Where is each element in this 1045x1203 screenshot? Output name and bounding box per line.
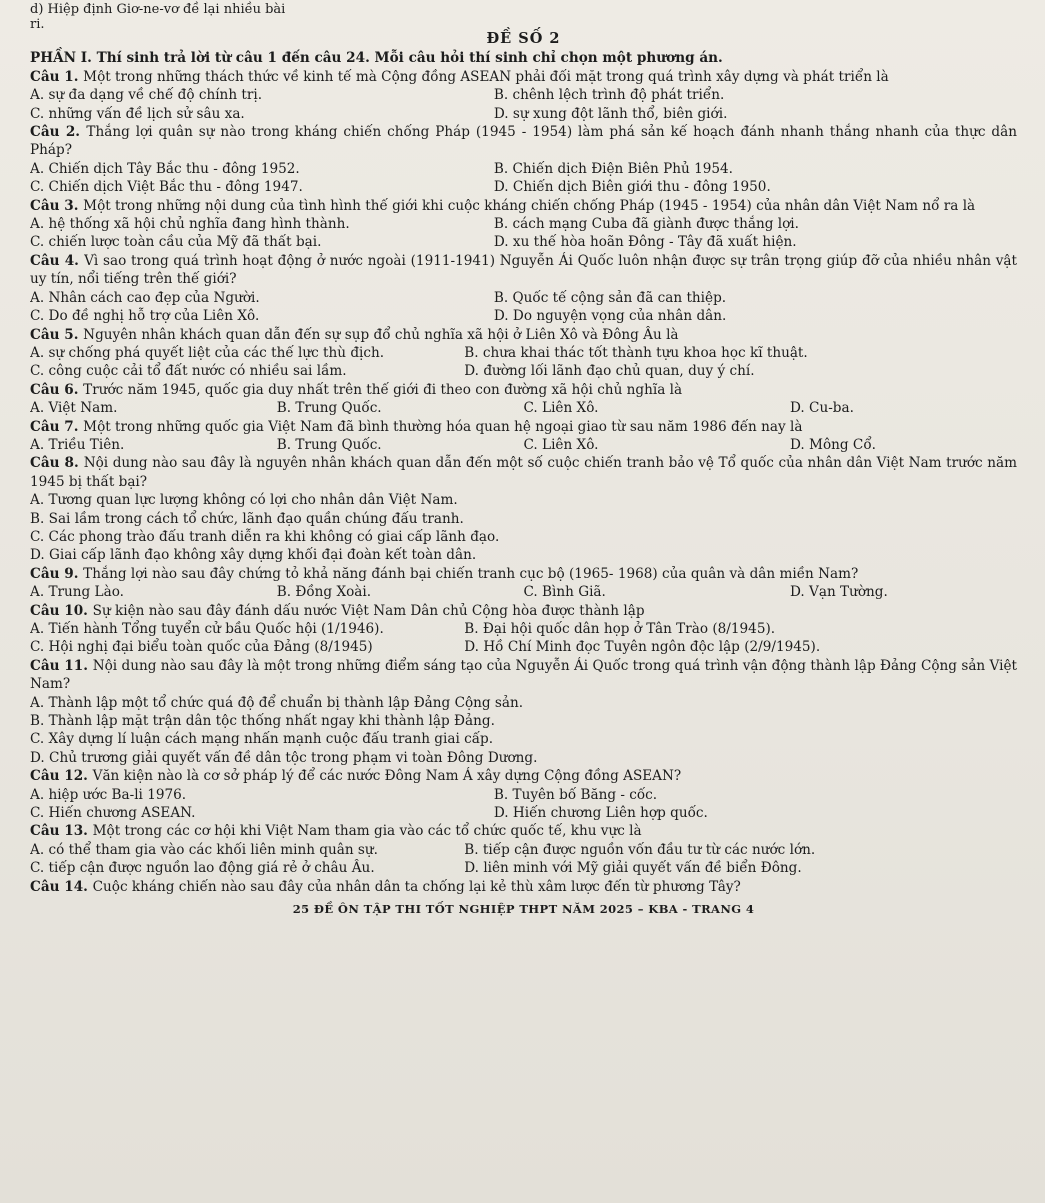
answer-option: A. hệ thống xã hội chủ nghĩa đang hình thành. [30,216,350,233]
question-stem [30,197,1017,215]
answer-option: A. sự đa dạng về chế độ chính trị. [30,87,263,104]
answer-options [30,694,1017,768]
answer-option: D. Do nguyện vọng của nhân dân. [493,308,727,325]
answer-option: D. liên minh với Mỹ giải quyết vấn đề biển Đông. [464,860,802,877]
question-block [30,767,1017,822]
answer-option: D. Chủ trương giải quyết vấn đề dân tộc trong phạm vi toàn Đông Dương. [30,749,538,766]
answer-option: D. Vạn Tường. [789,584,888,601]
question-number: Câu 8. [30,455,84,472]
answer-option: B. Đồng Xoài. [276,584,372,601]
part-instructions [30,49,1017,67]
answer-option: D. sự xung đột lãnh thổ, biên giới. [493,105,728,122]
answer-option: C. công cuộc cải tổ đất nước có nhiều sai lầm. [30,363,347,380]
part-intro-text: PHẦN I. Thí sinh trả lời từ câu 1 đến câu 24. Mỗi câu hỏi thí sinh chỉ chọn một phương án. [30,50,723,67]
answer-option: C. Liên Xô. [523,436,599,453]
answer-option: B. chưa khai thác tốt thành tựu khoa học kĩ thuật. [464,344,808,361]
question-stem [30,381,1017,399]
answer-option: B. Trung Quốc. [276,436,382,453]
answer-option: D. Hiến chương Liên hợp quốc. [493,805,708,822]
question-number: Câu 13. [30,823,93,840]
question-list [30,68,1017,896]
question-stem [30,123,1017,160]
question-number: Câu 3. [30,197,84,214]
answer-option: D. xu thế hòa hoãn Đông - Tây đã xuất hiện. [493,234,797,251]
question-text: Cuộc kháng chiến nào sau đây của nhân dân ta chống lại kẻ thù xâm lược đến từ phương Tây? [92,878,741,895]
answer-option: C. Hiến chương ASEAN. [30,805,196,822]
question-number: Câu 5. [30,326,84,343]
answer-option: B. chênh lệch trình độ phát triển. [493,87,725,104]
answer-option: B. tiếp cận được nguồn vốn đầu tư từ các nước lớn. [464,841,816,858]
answer-options [30,841,1017,878]
question-number: Câu 9. [30,565,84,582]
question-text: Nội dung nào sau đây là nguyên nhân khách quan dẫn đến một số cuộc chiến tranh bảo vệ Tổ quốc của nhân dân Việt Nam trước năm 1945 bị thất bại? [30,455,1017,490]
answer-options [30,786,1017,823]
question-block [30,657,1017,767]
answer-option: C. Các phong trào đấu tranh diễn ra khi không có giai cấp lãnh đạo. [30,528,500,545]
question-stem [30,252,1017,289]
answer-option: C. Xây dựng lí luận cách mạng nhấn mạnh cuộc đấu tranh giai cấp. [30,731,494,748]
exam-title: ĐỀ SỐ 2 [486,30,561,47]
answer-option: A. Nhân cách cao đẹp của Người. [30,289,260,306]
question-stem [30,418,1017,436]
answer-option: B. Trung Quốc. [276,400,382,417]
question-stem [30,878,1017,896]
question-block [30,565,1017,602]
answer-option: B. cách mạng Cuba đã giành được thắng lợi. [493,216,799,233]
answer-option: C. những vấn đề lịch sử sâu xa. [30,105,245,122]
answer-options [30,620,1017,657]
answer-options [30,215,1017,252]
question-text: Một trong những thách thức về kinh tế mà Cộng đồng ASEAN phải đối mặt trong quá trình xây dựng và phát triển là [83,68,889,85]
question-number: Câu 2. [30,124,87,141]
question-block [30,68,1017,123]
question-text: Một trong những quốc gia Việt Nam đã bình thường hóa quan hệ ngoại giao từ sau năm 1986 đến nay là [83,418,803,435]
question-block [30,197,1017,252]
question-block [30,381,1017,418]
answer-option: D. Giai cấp lãnh đạo không xây dựng khối đại đoàn kết toàn dân. [30,547,477,564]
answer-option: A. Trung Lào. [30,584,124,601]
answer-option: A. hiệp ước Ba-li 1976. [30,786,187,803]
question-block [30,822,1017,877]
answer-option: D. Cu-ba. [789,400,854,417]
question-text: Nội dung nào sau đây là một trong những điểm sáng tạo của Nguyễn Ái Quốc trong quá trình vận động thành lập Đảng Cộng sản Việt Nam? [30,657,1017,693]
answer-option: D. Hồ Chí Minh đọc Tuyên ngôn độc lập (2/9/1945). [464,639,821,656]
question-text: Thắng lợi nào sau đây chứng tỏ khả năng đánh bại chiến tranh cục bộ (1965- 1968) của quân và dân miền Nam? [83,565,859,582]
answer-options [30,399,1017,417]
answer-option: A. sự chống phá quyết liệt của các thế lực thù địch. [30,344,385,361]
answer-option: B. Thành lập mặt trận dân tộc thống nhất ngay khi thành lập Đảng. [30,713,495,730]
answer-option: A. Triều Tiên. [30,436,125,453]
question-text: Một trong các cơ hội khi Việt Nam tham gia vào các tổ chức quốc tế, khu vực là [92,823,642,840]
answer-option: A. có thể tham gia vào các khối liên minh quân sự. [30,841,378,858]
answer-option: A. Việt Nam. [30,400,118,417]
question-stem [30,68,1017,86]
answer-option: A. Chiến dịch Tây Bắc thu - đông 1952. [30,160,300,177]
question-text: Sự kiện nào sau đây đánh dấu nước Việt Nam Dân chủ Cộng hòa được thành lập [92,602,645,619]
answer-options [30,344,1017,381]
answer-option: B. Tuyên bố Băng - cốc. [493,786,658,803]
question-block [30,454,1017,564]
question-text: Vì sao trong quá trình hoạt động ở nước ngoài (1911-1941) Nguyễn Ái Quốc luôn nhận được sự trân trọng giúp đỡ của nhiều nhân vật uy tín, nổi tiếng trên thế giới? [30,252,1017,288]
page-footer: 25 ĐỀ ÔN TẬP THI TỐT NGHIỆP THPT NĂM 2025 – KBA - TRANG 4 [292,902,755,917]
question-number: Câu 6. [30,381,84,398]
answer-options [30,86,1017,123]
answer-option: C. chiến lược toàn cầu của Mỹ đã thất bại. [30,234,322,251]
question-text: Thắng lợi quân sự nào trong kháng chiến chống Pháp (1945 - 1954) làm phá sản kế hoạch đánh nhanh thắng nhanh của thực dân Pháp? [30,124,1017,159]
answer-options [30,160,1017,197]
answer-option: C. Hội nghị đại biểu toàn quốc của Đảng (8/1945) [30,639,373,656]
question-number: Câu 14. [30,878,93,895]
question-number: Câu 12. [30,768,93,785]
answer-option: C. Bình Giã. [523,584,606,601]
question-text: Trước năm 1945, quốc gia duy nhất trên thế giới đi theo con đường xã hội chủ nghĩa là [83,381,683,398]
question-block [30,418,1017,455]
answer-option: B. Chiến dịch Điện Biên Phủ 1954. [493,160,733,177]
question-stem [30,326,1017,344]
answer-options [30,436,1017,454]
answer-option: D. đường lối lãnh đạo chủ quan, duy ý chí. [464,363,755,380]
question-block [30,326,1017,381]
question-text: Văn kiện nào là cơ sở pháp lý để các nước Đông Nam Á xây dựng Cộng đồng ASEAN? [92,768,682,785]
question-number: Câu 10. [30,602,93,619]
answer-option: B. Quốc tế cộng sản đã can thiệp. [493,289,727,306]
question-stem [30,822,1017,840]
answer-option: C. Chiến dịch Việt Bắc thu - đông 1947. [30,179,303,196]
question-block [30,252,1017,326]
question-block [30,123,1017,197]
previous-question-fragment [30,2,1017,32]
question-text: Một trong những nội dung của tình hình thế giới khi cuộc kháng chiến chống Pháp (1945 - 1954) của nhân dân Việt Nam nổ ra là [83,197,976,214]
question-number: Câu 1. [30,68,84,85]
answer-option: D. Chiến dịch Biên giới thu - đông 1950. [493,179,771,196]
question-stem [30,454,1017,491]
answer-option: D. Mông Cổ. [789,436,876,453]
answer-option: A. Tiến hành Tổng tuyển cử bầu Quốc hội (1/1946). [30,621,384,637]
question-number: Câu 11. [30,657,93,674]
answer-option: B. Sai lầm trong cách tổ chức, lãnh đạo quần chúng đấu tranh. [30,510,464,527]
question-stem [30,767,1017,785]
answer-options [30,491,1017,565]
question-number: Câu 7. [30,418,84,435]
previous-option-text: d) Hiệp định Giơ-ne-vơ đề lại nhiều bài [30,2,286,17]
answer-option: C. tiếp cận được nguồn lao động giá rẻ ở châu Âu. [30,860,375,877]
answer-option: C. Liên Xô. [523,400,599,417]
answer-option: C. Do đề nghị hỗ trợ của Liên Xô. [30,308,260,325]
question-stem [30,602,1017,620]
question-block [30,878,1017,896]
answer-options [30,583,1017,601]
question-block [30,602,1017,657]
question-number: Câu 4. [30,252,85,269]
question-stem [30,657,1017,694]
answer-option: A. Thành lập một tổ chức quá độ để chuẩn bị thành lập Đảng Cộng sản. [30,694,524,711]
previous-option-continuation: ri. [30,17,45,32]
answer-options [30,289,1017,326]
question-text: Nguyên nhân khách quan dẫn đến sự sụp đổ chủ nghĩa xã hội ở Liên Xô và Đông Âu là [83,326,679,343]
question-stem [30,565,1017,583]
answer-option: A. Tương quan lực lượng không có lợi cho nhân dân Việt Nam. [30,492,458,509]
answer-option: B. Đại hội quốc dân họp ở Tân Trào (8/1945). [464,621,776,637]
